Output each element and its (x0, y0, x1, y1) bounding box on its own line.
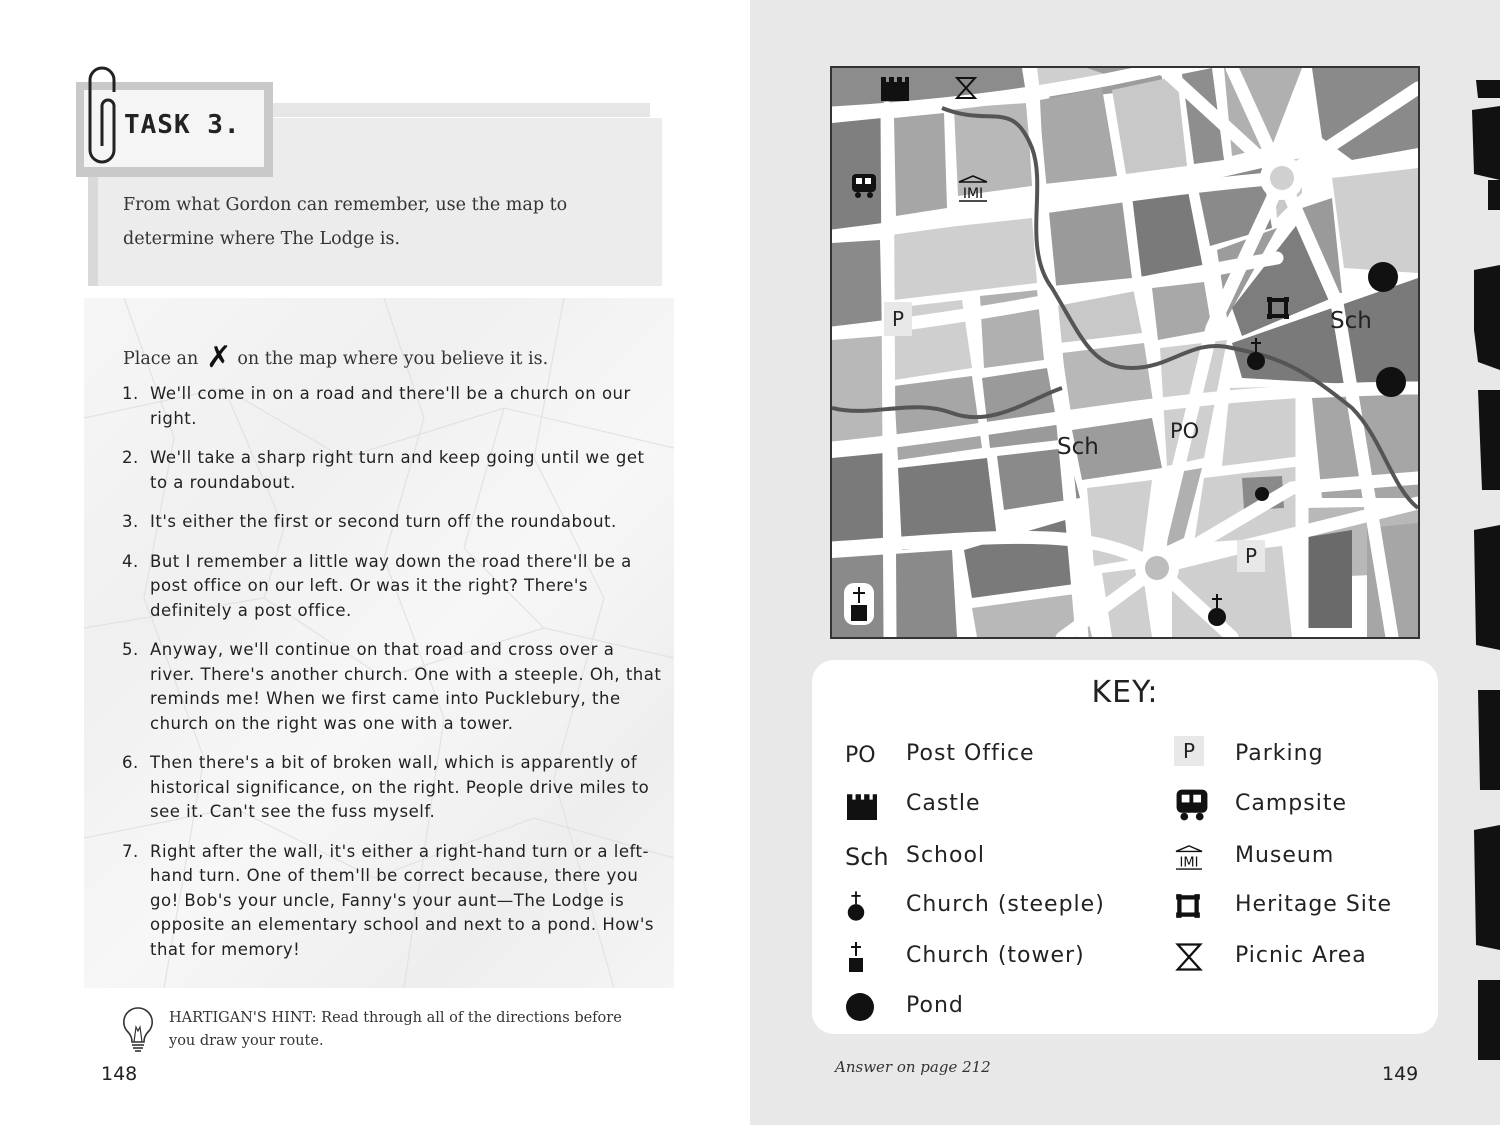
church-tower-icon (845, 940, 867, 974)
pond-icon (1367, 261, 1399, 293)
town-map[interactable] (830, 66, 1420, 639)
key-label: Church (steeple) (906, 892, 1105, 917)
key-symbol-parking (1174, 735, 1230, 775)
church-tower-icon (844, 583, 874, 625)
svg-text:IMI: IMI (1179, 855, 1199, 870)
church-steeple-icon (1205, 592, 1229, 628)
key-symbol-church-tower (845, 937, 901, 977)
key-symbol-post-office: PO (845, 742, 876, 768)
picnic-icon (954, 76, 978, 100)
key-symbol-castle (845, 785, 901, 825)
church-steeple-icon (845, 889, 867, 923)
parking-symbol: P (1174, 736, 1204, 766)
key-label: Picnic Area (1235, 943, 1367, 968)
direction-steps (122, 382, 662, 977)
key-label: Parking (1235, 741, 1324, 766)
step-number: 7. (122, 841, 139, 861)
campsite-icon (1174, 787, 1210, 823)
pond-icon (845, 992, 875, 1022)
map-label-school: Sch (1057, 434, 1099, 460)
pond-icon (1375, 366, 1407, 398)
key-symbol-heritage (1174, 886, 1230, 926)
answer-note: Answer on page 212 (835, 1058, 991, 1076)
step-item (122, 840, 662, 963)
task-title: TASK 3. (124, 110, 241, 140)
key-label: School (906, 843, 986, 868)
step-text: We'll come in on a road and there'll be a church on our right. (150, 384, 631, 428)
step-text: Then there's a bit of broken wall, which is apparently of historical significance, on the right. People drive miles to see it. Can't see the fuss myself. (150, 753, 650, 821)
heritage-icon (1174, 892, 1202, 920)
step-item (122, 446, 662, 495)
picnic-icon (1174, 941, 1204, 973)
pond-icon (1254, 486, 1270, 502)
heritage-icon (1265, 295, 1291, 321)
step-number: 5. (122, 640, 139, 659)
hint-text: HARTIGAN'S HINT: Read through all of the directions before you draw your route. (169, 1010, 622, 1049)
map-key (812, 660, 1438, 1034)
step-text: It's either the first or second turn off the roundabout. (150, 512, 617, 531)
key-label: Post Office (906, 741, 1035, 766)
key-label: Campsite (1235, 791, 1347, 816)
step-item (122, 751, 662, 825)
key-label: Museum (1235, 843, 1335, 868)
museum-icon (1174, 844, 1204, 870)
step-number: 1. (122, 384, 139, 403)
campsite-icon (850, 172, 878, 200)
church-steeple-icon (1244, 336, 1268, 372)
place-after-text: on the map where you believe it is. (237, 349, 549, 369)
step-item (122, 550, 662, 624)
place-instruction (123, 340, 548, 375)
key-symbol-campsite (1174, 785, 1230, 825)
step-text: We'll take a sharp right turn and keep going until we get to a roundabout. (150, 448, 645, 492)
key-symbol-picnic (1174, 937, 1230, 977)
step-item (122, 382, 662, 431)
page-number-left: 148 (101, 1063, 138, 1085)
key-symbol-school: Sch (845, 843, 889, 871)
step-number: 6. (122, 753, 139, 772)
key-title: KEY: (1091, 675, 1159, 710)
map-label-school: Sch (1330, 308, 1372, 334)
task-intro: From what Gordon can remember, use the map to determine where The Lodge is. (123, 195, 568, 249)
castle-icon (845, 790, 879, 820)
step-text: Right after the wall, it's either a right-hand turn or a left-hand turn. One of them'll be correct because, there you go! Bob's your uncle, Fanny's your aunt—The Lodge is opposite an elementary school and next to a pond. How's that for memory! (150, 841, 654, 959)
paperclip-icon (84, 66, 124, 168)
key-label: Church (tower) (906, 943, 1085, 968)
x-mark-icon: ✗ (206, 340, 232, 375)
key-label: Castle (906, 791, 981, 816)
key-label: Heritage Site (1235, 892, 1393, 917)
step-item (122, 638, 662, 736)
lightbulb-icon (120, 1005, 156, 1055)
place-before-text: Place an (123, 349, 199, 369)
key-symbol-pond (845, 987, 901, 1027)
step-text: Anyway, we'll continue on that road and cross over a river. There's another church. One with a steeple. Oh, that reminds me! When we first came into Pucklebury, the church on the right was one with a tower. (150, 640, 662, 733)
map-label-parking: P (1237, 540, 1265, 572)
map-graphic (832, 68, 1418, 637)
map-label-parking: P (884, 302, 912, 336)
castle-icon (880, 73, 910, 101)
page-number-right: 149 (1382, 1063, 1419, 1085)
museum-icon (957, 174, 989, 202)
step-number: 2. (122, 448, 139, 467)
step-item (122, 510, 662, 535)
key-symbol-church-steeple (845, 886, 901, 926)
map-label-post-office: PO (1170, 419, 1200, 443)
step-number: 3. (122, 512, 139, 531)
decorative-edge-lettering (1468, 70, 1500, 1060)
key-symbol-museum (1174, 837, 1230, 877)
step-number: 4. (122, 551, 139, 571)
step-text: But I remember a little way down the road there'll be a post office on our left. Or was it the right? There's definitely a post office. (150, 551, 632, 620)
right-page (750, 0, 1500, 1125)
svg-text:IMI: IMI (962, 186, 984, 202)
key-label: Pond (906, 993, 964, 1018)
